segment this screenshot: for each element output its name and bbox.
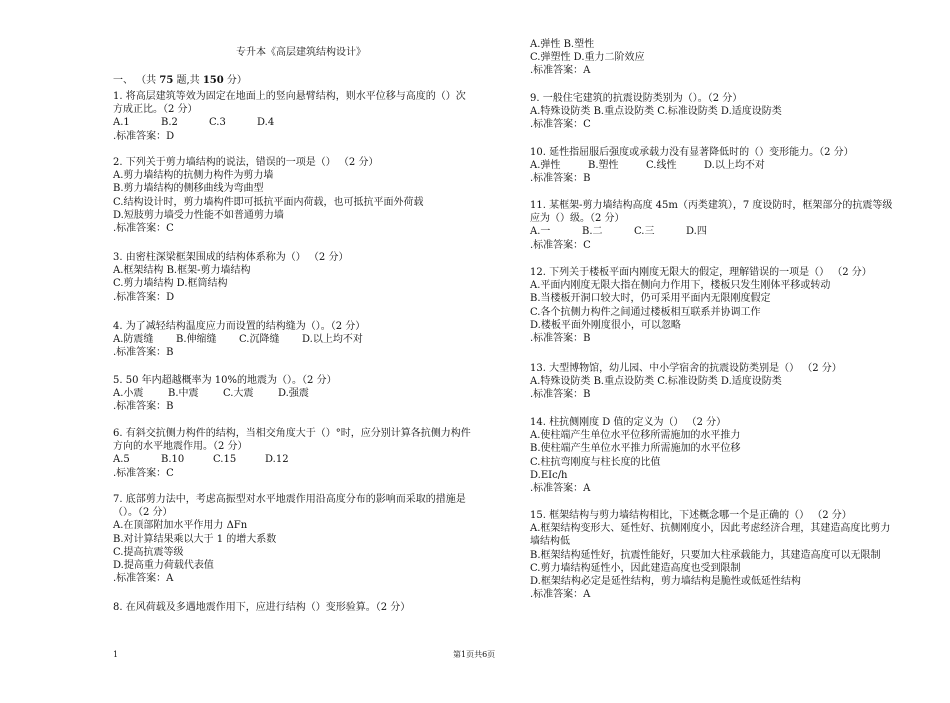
- option-item: A.防震缝: [113, 334, 154, 346]
- section-suffix: 分）: [223, 75, 247, 86]
- standard-answer: .标准答案：C: [530, 119, 591, 131]
- question-block: [113, 601, 503, 614]
- question-stem: 15. 框架结构与剪力墙结构相比，下述概念哪一个是正确的（） （2 分）: [530, 510, 852, 521]
- question-count: 75: [159, 75, 174, 86]
- option-line: A.剪力墙结构的抗侧力构件为剪力墙: [113, 170, 274, 182]
- option-line: D.楼板平面外刚度很小，可以忽略: [530, 319, 681, 331]
- option-line: C.剪力墙结构延性小，因此建造高度也受到限制: [530, 562, 741, 574]
- question-block: [530, 509, 915, 601]
- options-row: [113, 387, 503, 400]
- question-block: [530, 416, 915, 495]
- standard-answer: .标准答案：C: [113, 223, 174, 235]
- option-item: D.以上均不对: [704, 160, 765, 172]
- option-line: C.弹塑性 D.重力二阶效应: [530, 52, 645, 64]
- option-line: C.提高抗震等级: [113, 546, 184, 558]
- standard-answer: .标准答案：C: [530, 239, 591, 251]
- standard-answer: .标准答案：A: [530, 483, 591, 495]
- question-stem: 7. 底部剪力法中，考虑高振型对水平地震作用沿高度分布的影响而采取的措施是: [113, 494, 466, 505]
- document-title: 专升本《高层建筑结构设计》: [236, 47, 366, 58]
- option-item: C.15: [213, 454, 237, 466]
- option-item: B.塑性: [588, 160, 619, 172]
- options-row: [113, 333, 503, 346]
- option-line: B.剪力墙结构的侧移曲线为弯曲型: [113, 183, 264, 195]
- option-line: D.提高重力荷载代表值: [113, 560, 214, 572]
- options-row: [530, 159, 915, 172]
- question-stem: 10. 延性指屈服后强度或承载力没有显著降低时的（）变形能力。（2 分）: [530, 147, 854, 158]
- option-line: A.框架结构 B.框架-剪力墙结构: [113, 265, 251, 277]
- question-block: [530, 38, 915, 78]
- option-item: B.2: [161, 117, 178, 129]
- question-stem: 5. 50 年内超越概率为 10%的地震为（）。（2 分）: [113, 375, 337, 386]
- question-stem: 2. 下列关于剪力墙结构的说法，错误的一项是（） （2 分）: [113, 157, 379, 168]
- option-item: B.伸缩缝: [176, 334, 217, 346]
- option-line: D.短肢剪力墙受力性能不如普通剪力墙: [113, 209, 284, 221]
- question-block: [113, 156, 503, 235]
- option-line: B.对计算结果乘以大于 1 的增大系数: [113, 533, 277, 545]
- question-block: [113, 320, 503, 360]
- options-row: [530, 225, 915, 238]
- question-stem: 14. 柱抗侧刚度 D 值的定义为（） （2 分）: [530, 417, 727, 428]
- standard-answer: .标准答案：B: [113, 347, 174, 359]
- option-line: B.当楼板开洞口较大时，仍可采用平面内无限刚度假定: [530, 293, 771, 305]
- section-prefix: 一、 （共: [113, 75, 160, 86]
- option-line: A.特殊设防类 B.重点设防类 C.标准设防类 D.适度设防类: [530, 376, 782, 388]
- section-heading: [113, 74, 247, 87]
- option-line: D.框架结构必定是延性结构，剪力墙结构是脆性或低延性结构: [530, 576, 801, 588]
- option-item: C.线性: [646, 160, 677, 172]
- option-item: C.大震: [223, 388, 254, 400]
- option-line: C.结构设计时，剪力墙构件即可抵抗平面内荷载，也可抵抗平面外荷载: [113, 196, 424, 208]
- option-item: A.弹性: [530, 160, 561, 172]
- option-line: A.使柱端产生单位水平位移所需施加的水平推力: [530, 430, 741, 442]
- option-line: A.平面内刚度无限大指在侧向力作用下，楼板只发生刚体平移或转动: [530, 280, 831, 292]
- option-line: B.框架结构延性好，抗震性能好，只要加大柱承载能力，其建造高度可以无限制: [530, 549, 881, 561]
- standard-answer: .标准答案：D: [113, 291, 175, 303]
- question-stem: 4. 为了减轻结构温度应力而设置的结构缝为（）。（2 分）: [113, 321, 366, 332]
- option-item: D.强震: [278, 388, 309, 400]
- standard-answer: .标准答案：B: [530, 173, 591, 185]
- option-item: D.12: [265, 454, 289, 466]
- question-stem: （）。（2 分）: [113, 507, 173, 519]
- standard-answer: .标准答案：B: [530, 389, 591, 401]
- standard-answer: .标准答案：D: [113, 130, 175, 142]
- option-line: C.剪力墙结构 D.框筒结构: [113, 278, 228, 290]
- option-item: C.3: [209, 117, 226, 129]
- option-line: 墙结构低: [530, 536, 570, 548]
- option-item: C.沉降缝: [239, 334, 280, 346]
- standard-answer: .标准答案：B: [113, 401, 174, 413]
- option-line: D.EIc/h: [530, 469, 568, 481]
- question-stem: 应为（）级。（2 分）: [530, 213, 625, 225]
- question-stem: 1. 将高层建筑等效为固定在地面上的竖向悬臂结构，则水平位移与高度的（）次: [113, 91, 466, 102]
- page-info: 第1页共6页: [453, 650, 496, 659]
- option-line: A.特殊设防类 B.重点设防类 C.标准设防类 D.适度设防类: [530, 106, 782, 118]
- option-item: A.小震: [113, 388, 144, 400]
- option-line: C.各个抗侧力构件之间通过楼板相互联系并协调工作: [530, 306, 761, 318]
- question-stem: 13. 大型博物馆，幼儿园、中小学宿舍的抗震设防类别是（） （2 分）: [530, 363, 842, 374]
- question-stem: 8. 在风荷载及多遇地震作用下，应进行结构（）变形验算。（2 分）: [113, 602, 411, 613]
- standard-answer: .标准答案：A: [530, 65, 591, 77]
- option-item: A.1: [113, 117, 130, 129]
- question-stem: 6. 有斜交抗侧力构件的结构，当相交角度大于（）°时，应分别计算各抗侧力构件: [113, 428, 471, 439]
- options-row: [113, 453, 503, 466]
- standard-answer: .标准答案：A: [113, 573, 174, 585]
- option-line: A.弹性 B.塑性: [530, 39, 595, 50]
- standard-answer: .标准答案：C: [113, 467, 174, 479]
- question-block: [113, 251, 503, 304]
- standard-answer: .标准答案：B: [530, 333, 591, 345]
- option-line: C.柱抗弯刚度与柱长度的比值: [530, 456, 661, 468]
- question-stem: 11. 某框架-剪力墙结构高度 45m（丙类建筑），7 度设防时，框架部分的抗震等级: [530, 200, 893, 211]
- question-block: [530, 92, 915, 132]
- page-number: 1: [113, 650, 119, 659]
- option-item: B.10: [161, 454, 185, 466]
- option-item: D.四: [686, 226, 707, 238]
- question-stem: 12. 下列关于楼板平面内刚度无限大的假定，理解错误的一项是（） （2 分）: [530, 267, 872, 278]
- option-line: A.在顶部附加水平作用力 ΔFn: [113, 520, 248, 532]
- question-block: [113, 427, 503, 480]
- option-item: D.以上均不对: [302, 334, 363, 346]
- question-block: [530, 199, 915, 252]
- question-block: [113, 374, 503, 414]
- option-item: D.4: [257, 117, 275, 129]
- option-item: C.三: [634, 226, 655, 238]
- options-row: [113, 116, 503, 129]
- question-block: [113, 493, 503, 585]
- section-mid: 题,共: [173, 75, 203, 86]
- total-score: 150: [202, 75, 224, 86]
- standard-answer: .标准答案：A: [530, 589, 591, 601]
- right-column: [530, 0, 915, 703]
- question-block: [530, 266, 915, 345]
- option-item: B.二: [582, 226, 603, 238]
- question-stem: 3. 由密柱深梁框架围成的结构体系称为（） （2 分）: [113, 252, 349, 263]
- option-item: B.中震: [168, 388, 199, 400]
- option-item: A.一: [530, 226, 551, 238]
- question-stem: 9. 一般住宅建筑的抗震设防类别为（）。（2 分）: [530, 93, 743, 104]
- question-stem: 方向的水平地震作用。（2 分）: [113, 441, 248, 453]
- question-stem: 方成正比。（2 分）: [113, 104, 198, 116]
- option-item: A.5: [113, 454, 130, 466]
- question-block: [113, 90, 503, 143]
- option-line: A.框架结构变形大、延性好、抗侧刚度小，因此考虑经济合理，其建造高度比剪力: [530, 523, 891, 535]
- option-line: B.使柱端产生单位水平推力所需施加的水平位移: [530, 443, 741, 455]
- question-block: [530, 146, 915, 186]
- question-block: [530, 362, 915, 402]
- left-column: [113, 0, 503, 703]
